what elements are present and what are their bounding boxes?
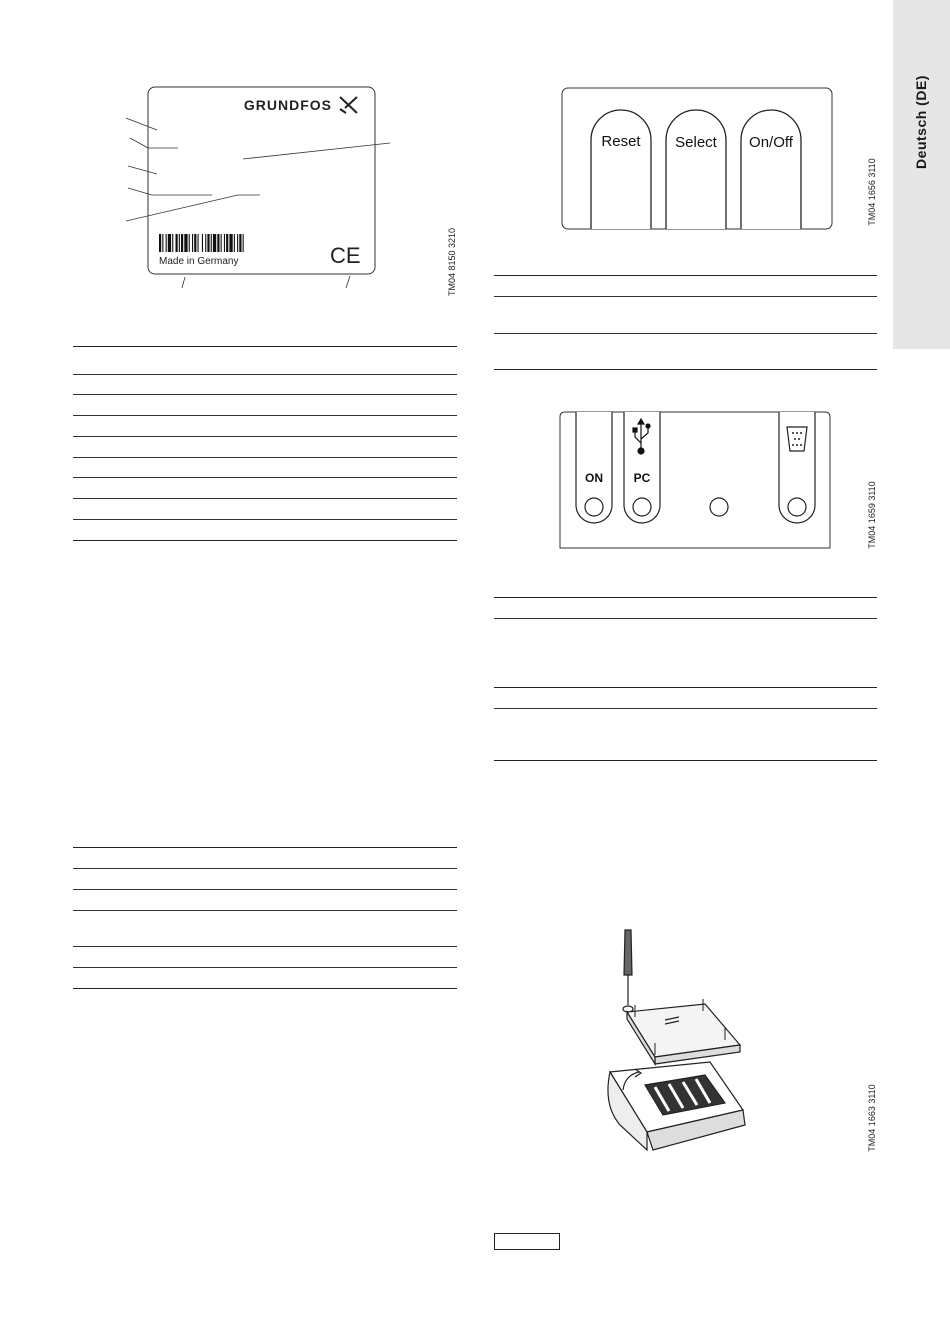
battery-housing	[608, 1062, 745, 1150]
brand-logo-text: GRUNDFOS	[243, 97, 332, 113]
battery-figure	[595, 925, 785, 1165]
language-tab	[893, 0, 950, 349]
onoff-button-label: On/Off	[749, 134, 793, 151]
serial-port-icon	[787, 427, 807, 451]
figure-code-nameplate: TM04 8150 3210	[447, 227, 457, 297]
select-button-label: Select	[675, 134, 717, 151]
reset-button-label: Reset	[601, 133, 641, 150]
keypad-figure	[555, 80, 840, 235]
select-button	[666, 110, 726, 229]
connector-figure	[555, 405, 840, 553]
made-in-label: Made in Germany	[159, 256, 239, 267]
on-label: ON	[585, 471, 603, 485]
figure-code-battery: TM04 1663 3110	[867, 1084, 877, 1152]
nameplate-figure	[110, 80, 410, 295]
screwdriver-icon	[623, 930, 633, 1012]
figure-code-keypad: TM04 1656 3110	[867, 158, 877, 226]
ce-mark: CE	[330, 243, 361, 268]
language-tab-label: Deutsch (DE)	[913, 75, 929, 169]
note-box	[494, 1233, 560, 1250]
pc-label: PC	[633, 471, 651, 485]
figure-code-connectors: TM04 1659 3110	[867, 481, 877, 549]
reset-button	[591, 110, 651, 229]
battery-cover	[627, 1004, 740, 1064]
indicator-led	[710, 498, 728, 516]
onoff-button	[741, 110, 801, 229]
